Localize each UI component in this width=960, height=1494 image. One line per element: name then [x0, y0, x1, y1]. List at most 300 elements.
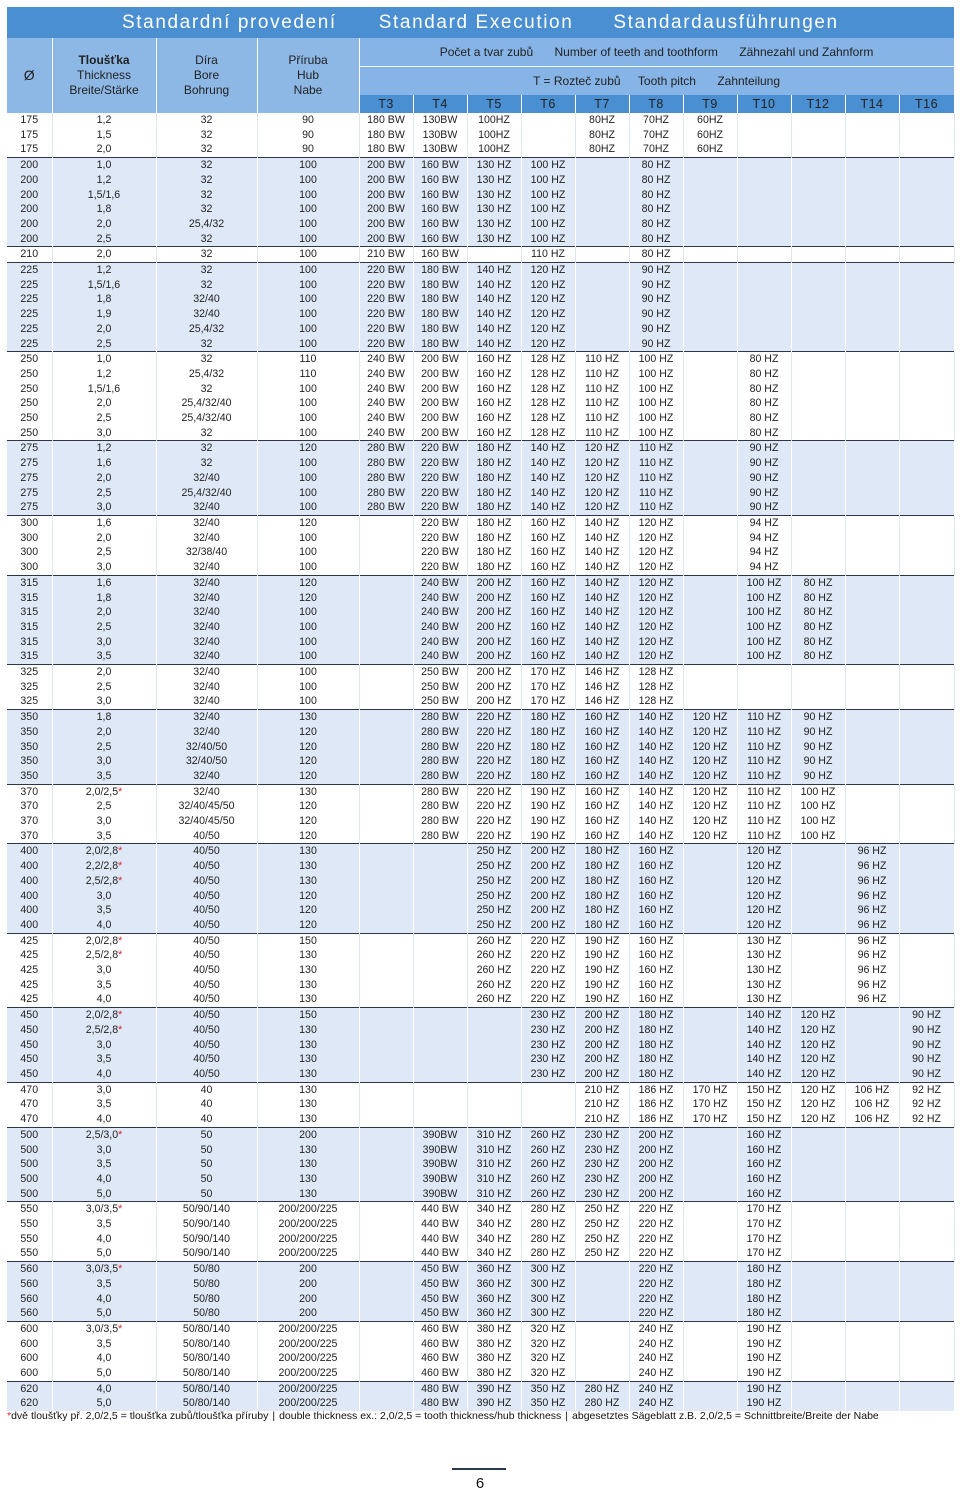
- thickness-value: 2,0/2,5: [85, 785, 119, 798]
- cell-t4: [413, 1112, 467, 1127]
- cell-t6: 300 HZ: [521, 1277, 575, 1292]
- cell-t5: 130 HZ: [467, 173, 521, 188]
- double-thickness-asterisk: *: [118, 1023, 123, 1036]
- cell-t14: 96 HZ: [845, 889, 899, 904]
- cell-t7: [575, 1337, 629, 1352]
- cell-t16: [899, 649, 954, 664]
- cell-bore: 32/40: [156, 531, 257, 546]
- cell-t3: [359, 1262, 413, 1277]
- cell-t16: [899, 382, 954, 397]
- cell-thickness: 1,5/1,6: [52, 278, 156, 293]
- cell-t6: [521, 113, 575, 128]
- cell-t14: [845, 1023, 899, 1038]
- cell-t7: 110 HZ: [575, 367, 629, 382]
- cell-t16: [899, 859, 954, 874]
- cell-t8: 186 HZ: [629, 1112, 683, 1127]
- cell-hub: 100: [257, 173, 359, 188]
- cell-t6: 260 HZ: [521, 1157, 575, 1172]
- cell-t7: 146 HZ: [575, 694, 629, 709]
- cell-t9: [683, 263, 737, 278]
- cell-t9: [683, 1337, 737, 1352]
- cell-t16: [899, 963, 954, 978]
- cell-thickness: 3,0: [52, 426, 156, 441]
- cell-t14: [845, 1187, 899, 1202]
- cell-t14: [845, 1337, 899, 1352]
- cell-t12: [791, 278, 845, 293]
- cell-t4: 180 BW: [413, 263, 467, 278]
- cell-diameter: 400: [7, 918, 52, 933]
- table-row: [7, 113, 954, 128]
- cell-diameter: 450: [7, 1038, 52, 1053]
- cell-t10: 160 HZ: [737, 1127, 791, 1142]
- cell-t14: 96 HZ: [845, 933, 899, 948]
- cell-hub: 200: [257, 1262, 359, 1277]
- cell-t4: 280 BW: [413, 784, 467, 799]
- cell-t9: 120 HZ: [683, 725, 737, 740]
- cell-t5: 220 HZ: [467, 799, 521, 814]
- cell-bore: 32/40: [156, 591, 257, 606]
- cell-t12: [791, 202, 845, 217]
- cell-t7: 120 HZ: [575, 456, 629, 471]
- cell-t14: [845, 1396, 899, 1411]
- cell-t10: 94 HZ: [737, 531, 791, 546]
- cell-t16: [899, 978, 954, 993]
- cell-diameter: 175: [7, 128, 52, 143]
- cell-bore: 32/40: [156, 307, 257, 322]
- cell-thickness: 3,5: [52, 978, 156, 993]
- cell-t7: 110 HZ: [575, 382, 629, 397]
- cell-hub: 120: [257, 575, 359, 590]
- table-row: [7, 173, 954, 188]
- cell-t4: 450 BW: [413, 1306, 467, 1321]
- cell-t10: [737, 680, 791, 695]
- cell-t10: 190 HZ: [737, 1337, 791, 1352]
- cell-diameter: 425: [7, 948, 52, 963]
- cell-t8: 220 HZ: [629, 1217, 683, 1232]
- cell-thickness: 4,0: [52, 1232, 156, 1247]
- cell-t16: [899, 337, 954, 352]
- cell-t12: 80 HZ: [791, 649, 845, 664]
- cell-t5: [467, 1038, 521, 1053]
- cell-t5: 340 HZ: [467, 1232, 521, 1247]
- cell-t12: 100 HZ: [791, 799, 845, 814]
- cell-thickness: [52, 844, 156, 859]
- table-row: [7, 1008, 954, 1023]
- cell-t7: 180 HZ: [575, 874, 629, 889]
- pitch-col-t14: T14: [845, 95, 899, 113]
- cell-t12: [791, 1277, 845, 1292]
- cell-t9: [683, 278, 737, 293]
- thickness-header: [52, 38, 156, 113]
- table-row: [7, 1232, 954, 1247]
- cell-hub: 150: [257, 933, 359, 948]
- cell-hub: 130: [257, 1038, 359, 1053]
- cell-t6: 160 HZ: [521, 635, 575, 650]
- cell-t14: [845, 605, 899, 620]
- cell-t6: 280 HZ: [521, 1202, 575, 1217]
- cell-bore: 32/40/50: [156, 754, 257, 769]
- pitch-header-en: Tooth pitch: [637, 74, 696, 88]
- cell-t5: [467, 1112, 521, 1127]
- cell-t6: 180 HZ: [521, 725, 575, 740]
- cell-t3: 220 BW: [359, 322, 413, 337]
- cell-bore: 40/50: [156, 903, 257, 918]
- table-row: [7, 560, 954, 575]
- thickness-value: 2,5/3,0: [85, 1128, 119, 1141]
- cell-t6: [521, 142, 575, 157]
- cell-t12: [791, 158, 845, 173]
- cell-t5: 260 HZ: [467, 963, 521, 978]
- cell-t6: 260 HZ: [521, 1127, 575, 1142]
- cell-t10: [737, 307, 791, 322]
- cell-hub: 100: [257, 620, 359, 635]
- cell-t16: [899, 247, 954, 263]
- cell-t6: 170 HZ: [521, 665, 575, 680]
- cell-t9: [683, 560, 737, 575]
- cell-t8: 120 HZ: [629, 649, 683, 664]
- cell-t16: [899, 1217, 954, 1232]
- cell-t14: 106 HZ: [845, 1112, 899, 1127]
- table-row: [7, 1396, 954, 1411]
- cell-t7: 140 HZ: [575, 591, 629, 606]
- cell-t7: 180 HZ: [575, 844, 629, 859]
- cell-hub: 100: [257, 649, 359, 664]
- cell-t9: [683, 649, 737, 664]
- cell-t4: 280 BW: [413, 814, 467, 829]
- cell-thickness: [52, 1023, 156, 1038]
- cell-t5: 360 HZ: [467, 1306, 521, 1321]
- cell-t6: 320 HZ: [521, 1366, 575, 1381]
- cell-thickness: 2,0: [52, 142, 156, 157]
- cell-t4: 450 BW: [413, 1262, 467, 1277]
- cell-t10: 120 HZ: [737, 903, 791, 918]
- cell-t4: [413, 1082, 467, 1097]
- cell-thickness: 3,0: [52, 635, 156, 650]
- cell-t7: 160 HZ: [575, 799, 629, 814]
- cell-t10: 180 HZ: [737, 1292, 791, 1307]
- cell-t4: 280 BW: [413, 754, 467, 769]
- cell-t8: 240 HZ: [629, 1337, 683, 1352]
- cell-thickness: 2,5: [52, 545, 156, 560]
- cell-thickness: 1,0: [52, 352, 156, 367]
- cell-hub: 120: [257, 740, 359, 755]
- cell-t6: 350 HZ: [521, 1381, 575, 1396]
- cell-t9: [683, 322, 737, 337]
- cell-t12: [791, 1396, 845, 1411]
- cell-t3: [359, 1366, 413, 1381]
- cell-t6: 110 HZ: [521, 247, 575, 263]
- cell-t14: 96 HZ: [845, 844, 899, 859]
- cell-t16: [899, 1321, 954, 1336]
- cell-t7: 230 HZ: [575, 1187, 629, 1202]
- cell-t9: [683, 382, 737, 397]
- cell-thickness: 4,0: [52, 1172, 156, 1187]
- cell-bore: 25,4/32/40: [156, 396, 257, 411]
- cell-hub: 130: [257, 859, 359, 874]
- teeth-header-en: Number of teeth and toothform: [554, 45, 718, 59]
- cell-t5: 360 HZ: [467, 1262, 521, 1277]
- cell-t4: 440 BW: [413, 1232, 467, 1247]
- cell-t4: [413, 963, 467, 978]
- table-row: [7, 605, 954, 620]
- bore-header: [156, 38, 257, 113]
- cell-t6: 230 HZ: [521, 1038, 575, 1053]
- cell-t8: 100 HZ: [629, 367, 683, 382]
- cell-t16: [899, 918, 954, 933]
- cell-t4: [413, 1097, 467, 1112]
- cell-t14: [845, 1381, 899, 1396]
- cell-t16: [899, 769, 954, 784]
- cell-t6: 200 HZ: [521, 844, 575, 859]
- cell-t12: [791, 1337, 845, 1352]
- cell-bore: 50/80/140: [156, 1381, 257, 1396]
- cell-bore: 40/50: [156, 1038, 257, 1053]
- cell-t14: [845, 531, 899, 546]
- cell-thickness: 3,5: [52, 1052, 156, 1067]
- cell-t3: [359, 903, 413, 918]
- cell-t9: [683, 1277, 737, 1292]
- cell-t8: 90 HZ: [629, 263, 683, 278]
- cell-diameter: 370: [7, 784, 52, 799]
- cell-t16: 90 HZ: [899, 1067, 954, 1082]
- cell-t9: [683, 1232, 737, 1247]
- cell-t7: 160 HZ: [575, 769, 629, 784]
- cell-t10: 170 HZ: [737, 1202, 791, 1217]
- cell-t8: 240 HZ: [629, 1396, 683, 1411]
- cell-t12: [791, 352, 845, 367]
- cell-t4: 220 BW: [413, 545, 467, 560]
- cell-t12: [791, 1217, 845, 1232]
- cell-t14: [845, 1172, 899, 1187]
- cell-diameter: 450: [7, 1067, 52, 1082]
- cell-t6: 160 HZ: [521, 591, 575, 606]
- cell-t4: 240 BW: [413, 649, 467, 664]
- cell-t4: 180 BW: [413, 337, 467, 352]
- cell-hub: 120: [257, 829, 359, 844]
- cell-t3: [359, 1052, 413, 1067]
- cell-t16: [899, 456, 954, 471]
- cell-t9: [683, 620, 737, 635]
- cell-bore: 32/40: [156, 635, 257, 650]
- table-row: [7, 903, 954, 918]
- cell-t4: 220 BW: [413, 500, 467, 515]
- cell-t8: 200 HZ: [629, 1127, 683, 1142]
- cell-t9: 120 HZ: [683, 829, 737, 844]
- cell-t4: 250 BW: [413, 680, 467, 695]
- cell-t4: 130BW: [413, 142, 467, 157]
- cell-t4: 180 BW: [413, 292, 467, 307]
- cell-t9: [683, 1172, 737, 1187]
- table-row: [7, 322, 954, 337]
- cell-diameter: 200: [7, 202, 52, 217]
- table-row: [7, 500, 954, 515]
- cell-t7: 140 HZ: [575, 635, 629, 650]
- cell-t5: 220 HZ: [467, 784, 521, 799]
- cell-t12: 120 HZ: [791, 1067, 845, 1082]
- cell-t9: 170 HZ: [683, 1097, 737, 1112]
- cell-t10: [737, 158, 791, 173]
- cell-bore: 32: [156, 128, 257, 143]
- cell-hub: 130: [257, 874, 359, 889]
- cell-t8: 80 HZ: [629, 202, 683, 217]
- cell-t3: [359, 710, 413, 725]
- cell-bore: 32: [156, 263, 257, 278]
- cell-bore: 40/50: [156, 963, 257, 978]
- cell-t10: 80 HZ: [737, 411, 791, 426]
- cell-t9: [683, 217, 737, 232]
- cell-thickness: 3,5: [52, 1337, 156, 1352]
- cell-t7: 190 HZ: [575, 992, 629, 1007]
- cell-t8: 90 HZ: [629, 292, 683, 307]
- footnote-de: abgesetztes Sägeblatt z.B. 2,0/2,5 = Schnittbreite/Breite der Nabe: [572, 1410, 879, 1422]
- cell-t7: 230 HZ: [575, 1143, 629, 1158]
- cell-t4: 450 BW: [413, 1277, 467, 1292]
- cell-t5: 180 HZ: [467, 515, 521, 530]
- cell-t7: 146 HZ: [575, 680, 629, 695]
- cell-t9: [683, 1157, 737, 1172]
- cell-t8: 140 HZ: [629, 725, 683, 740]
- cell-t16: [899, 173, 954, 188]
- cell-t3: [359, 1112, 413, 1127]
- cell-t14: [845, 1292, 899, 1307]
- cell-t4: 240 BW: [413, 620, 467, 635]
- cell-bore: 40/50: [156, 1067, 257, 1082]
- cell-bore: 40/50: [156, 1008, 257, 1023]
- cell-t9: [683, 1052, 737, 1067]
- cell-t6: 120 HZ: [521, 307, 575, 322]
- cell-t12: [791, 948, 845, 963]
- pitch-col-t9: T9: [683, 95, 737, 113]
- cell-t14: [845, 1321, 899, 1336]
- cell-t5: 200 HZ: [467, 694, 521, 709]
- double-thickness-asterisk: *: [118, 845, 123, 858]
- cell-t14: [845, 1157, 899, 1172]
- double-thickness-asterisk: *: [118, 785, 123, 798]
- table-row: [7, 1381, 954, 1396]
- cell-hub: 100: [257, 500, 359, 515]
- pitch-col-t5: T5: [467, 95, 521, 113]
- cell-t8: 80 HZ: [629, 158, 683, 173]
- cell-t16: [899, 1157, 954, 1172]
- cell-hub: 100: [257, 188, 359, 203]
- cell-hub: 200/200/225: [257, 1366, 359, 1381]
- cell-diameter: 300: [7, 560, 52, 575]
- cell-bore: 40/50: [156, 889, 257, 904]
- cell-t16: [899, 680, 954, 695]
- cell-t6: 120 HZ: [521, 337, 575, 352]
- cell-t6: 350 HZ: [521, 1396, 575, 1411]
- table-row: [7, 1337, 954, 1352]
- cell-t14: [845, 217, 899, 232]
- cell-hub: 120: [257, 889, 359, 904]
- cell-t8: 180 HZ: [629, 1052, 683, 1067]
- cell-t4: 390BW: [413, 1127, 467, 1142]
- cell-thickness: 3,0: [52, 1143, 156, 1158]
- table-row: [7, 441, 954, 456]
- cell-t7: 200 HZ: [575, 1038, 629, 1053]
- double-thickness-asterisk: *: [118, 1009, 123, 1022]
- cell-t14: 96 HZ: [845, 992, 899, 1007]
- cell-t3: [359, 814, 413, 829]
- cell-t4: 440 BW: [413, 1246, 467, 1261]
- cell-t12: 80 HZ: [791, 620, 845, 635]
- cell-t16: 92 HZ: [899, 1097, 954, 1112]
- cell-t5: 160 HZ: [467, 352, 521, 367]
- cell-thickness: 5,0: [52, 1366, 156, 1381]
- cell-t9: [683, 1366, 737, 1381]
- cell-hub: 120: [257, 903, 359, 918]
- cell-hub: 100: [257, 411, 359, 426]
- cell-diameter: 200: [7, 232, 52, 247]
- cell-t8: 120 HZ: [629, 620, 683, 635]
- cell-t3: [359, 680, 413, 695]
- cell-t3: 280 BW: [359, 456, 413, 471]
- cell-t7: 160 HZ: [575, 829, 629, 844]
- cell-hub: 130: [257, 1187, 359, 1202]
- cell-bore: 32: [156, 188, 257, 203]
- cell-t14: [845, 247, 899, 263]
- cell-thickness: 3,5: [52, 903, 156, 918]
- cell-hub: 100: [257, 263, 359, 278]
- cell-t16: [899, 292, 954, 307]
- footnote-cz: dvě tloušťky př. 2,0/2,5 = tloušťka zubů/tloušťka příruby: [11, 1410, 269, 1422]
- hub-header-de: Nabe: [293, 83, 323, 97]
- cell-t9: [683, 337, 737, 352]
- cell-t5: 200 HZ: [467, 591, 521, 606]
- cell-bore: 32: [156, 202, 257, 217]
- cell-t16: [899, 367, 954, 382]
- cell-t3: [359, 1187, 413, 1202]
- table-row: [7, 918, 954, 933]
- cell-diameter: 600: [7, 1366, 52, 1381]
- cell-t10: 110 HZ: [737, 784, 791, 799]
- cell-bore: 25,4/32: [156, 217, 257, 232]
- cell-bore: 32/40: [156, 575, 257, 590]
- cell-diameter: 225: [7, 307, 52, 322]
- cell-t8: 110 HZ: [629, 456, 683, 471]
- table-row: [7, 740, 954, 755]
- cell-hub: 100: [257, 382, 359, 397]
- cell-thickness: 2,0: [52, 471, 156, 486]
- table-row: [7, 158, 954, 173]
- cell-t9: [683, 903, 737, 918]
- cell-t16: [899, 158, 954, 173]
- cell-t9: [683, 859, 737, 874]
- cell-t4: 480 BW: [413, 1396, 467, 1411]
- cell-t14: 96 HZ: [845, 963, 899, 978]
- cell-t8: 128 HZ: [629, 665, 683, 680]
- table-row: [7, 128, 954, 143]
- pitch-header: [359, 67, 954, 96]
- cell-diameter: 425: [7, 933, 52, 948]
- cell-t6: 120 HZ: [521, 263, 575, 278]
- cell-t12: [791, 1366, 845, 1381]
- cell-t3: [359, 1277, 413, 1292]
- cell-t16: [899, 754, 954, 769]
- cell-t7: 210 HZ: [575, 1112, 629, 1127]
- cell-hub: 200: [257, 1292, 359, 1307]
- cell-t5: 100HZ: [467, 142, 521, 157]
- cell-t12: [791, 1127, 845, 1142]
- cell-thickness: 1,5/1,6: [52, 188, 156, 203]
- cell-t5: 180 HZ: [467, 486, 521, 501]
- cell-t10: 100 HZ: [737, 649, 791, 664]
- cell-t14: [845, 322, 899, 337]
- cell-thickness: 3,0: [52, 500, 156, 515]
- cell-t8: 220 HZ: [629, 1292, 683, 1307]
- cell-t16: [899, 992, 954, 1007]
- cell-hub: 130: [257, 1023, 359, 1038]
